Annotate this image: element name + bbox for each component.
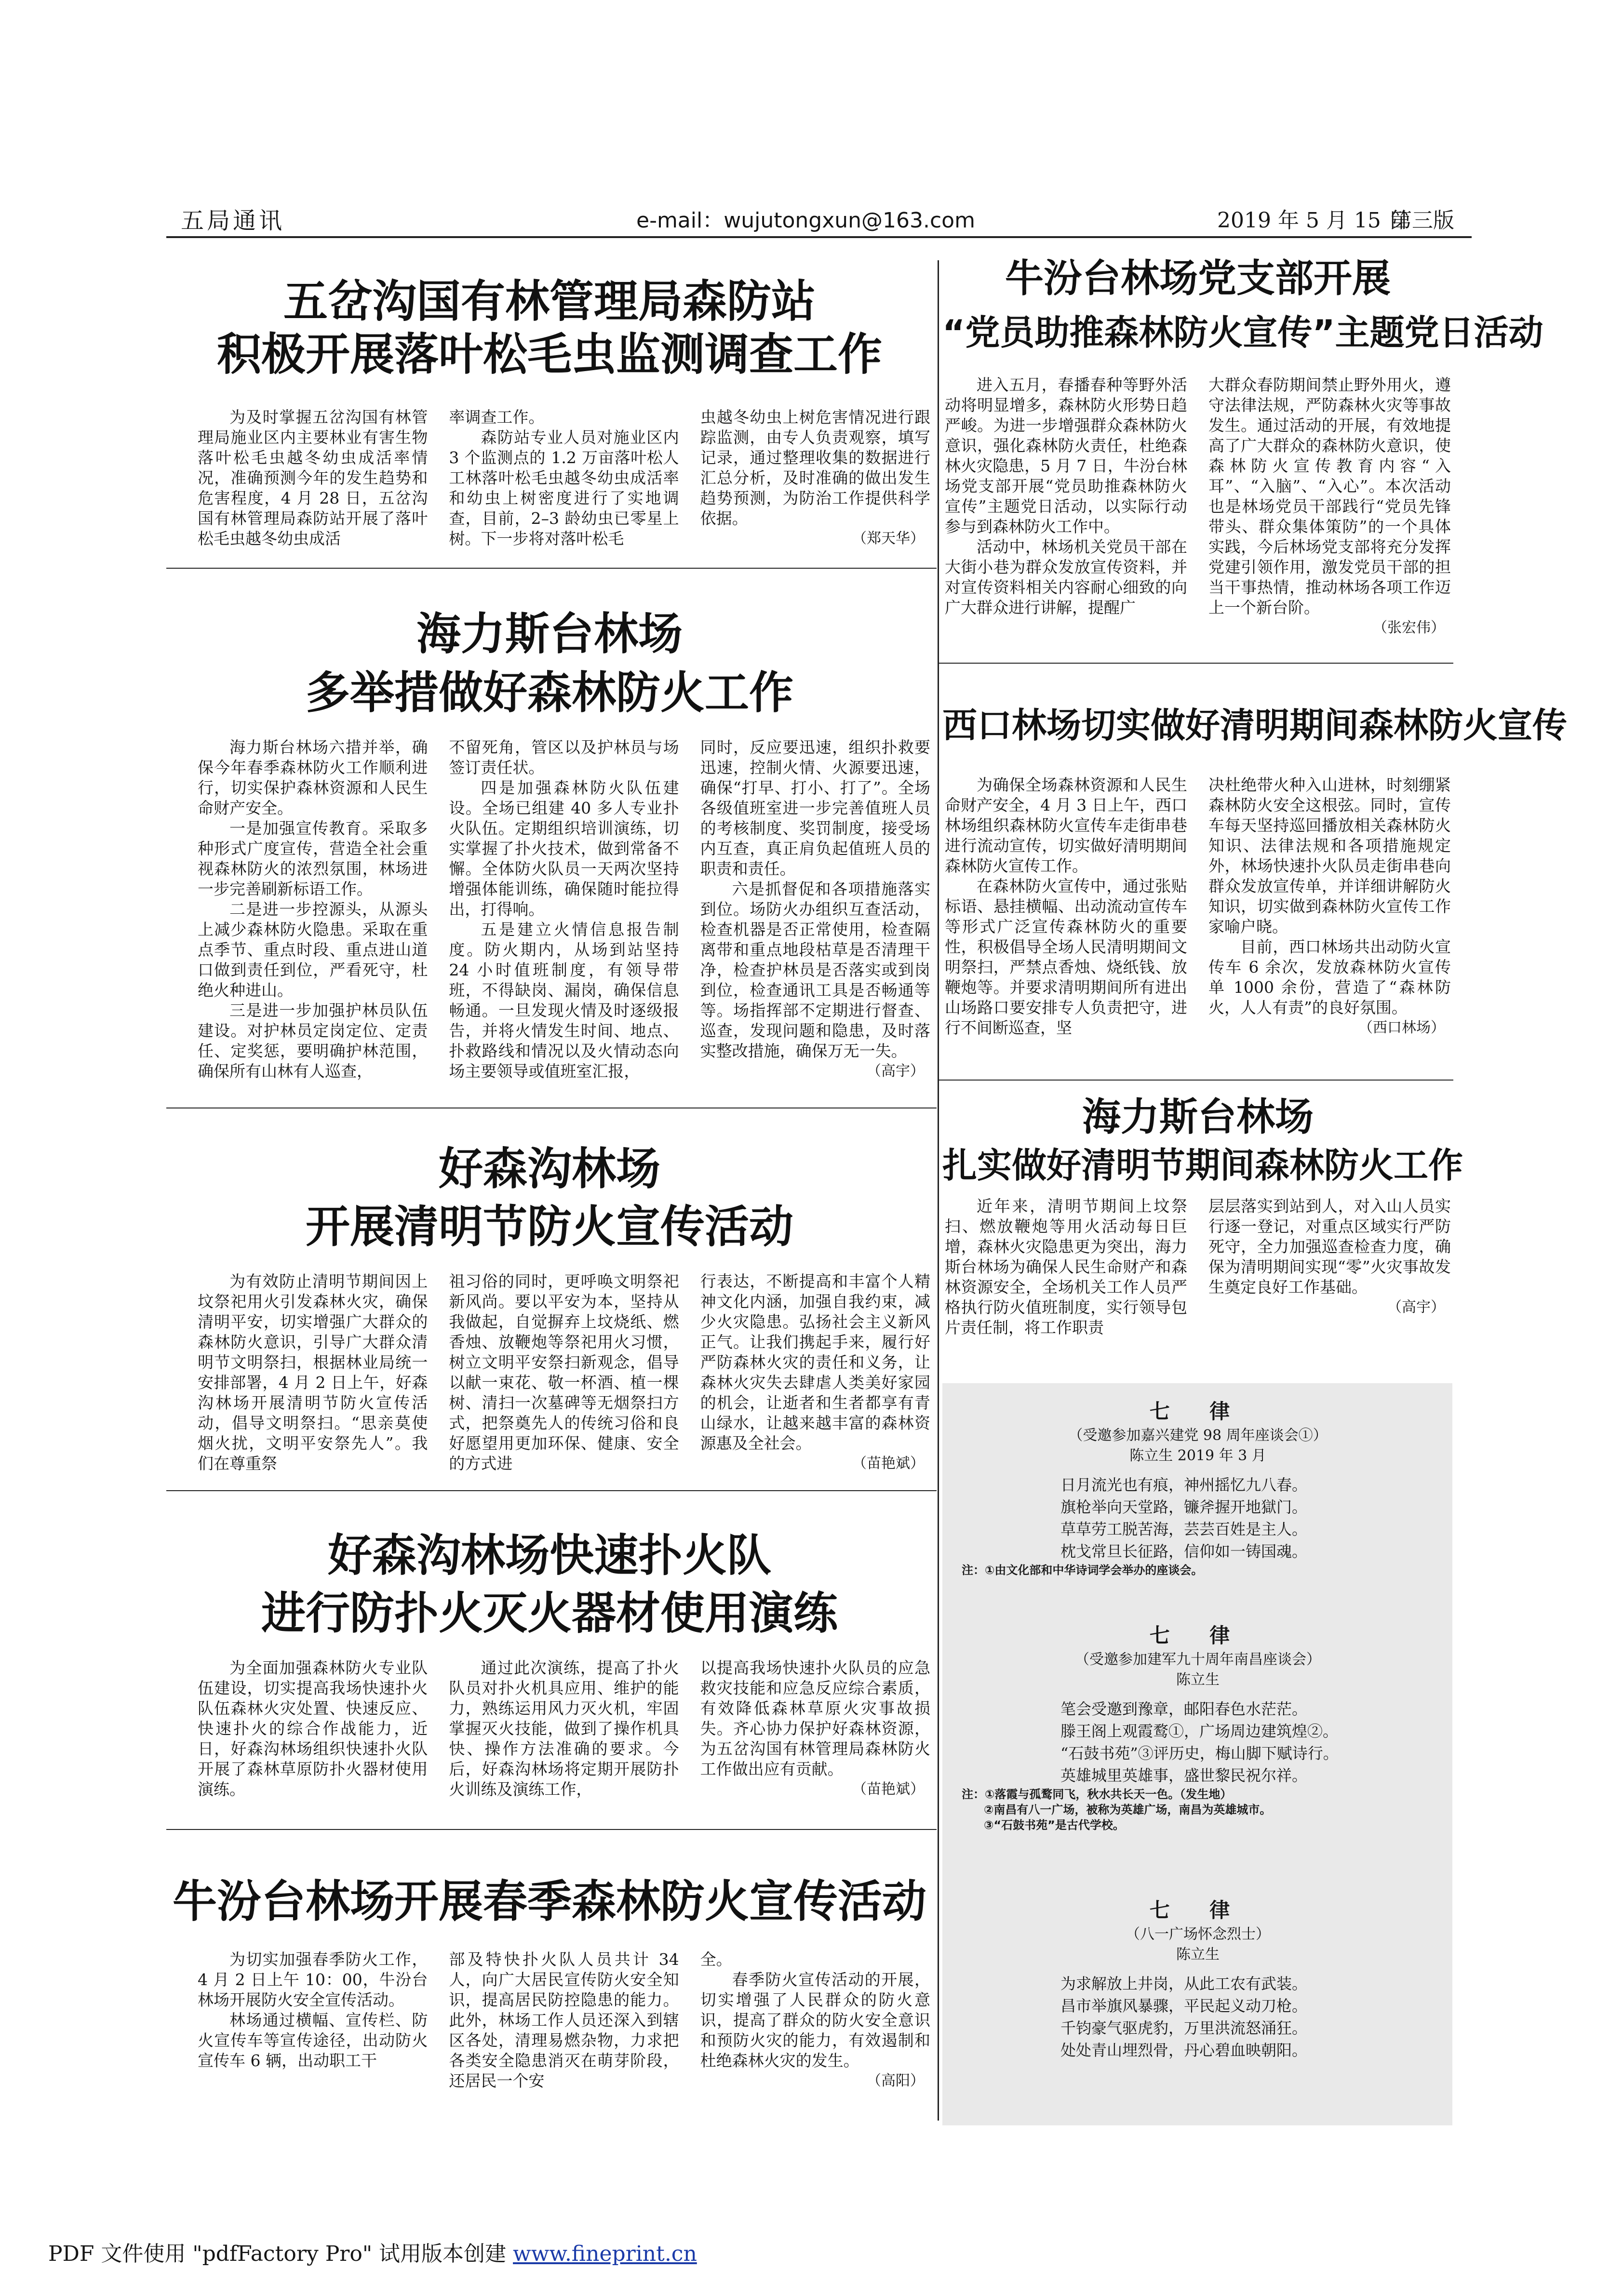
- article2-title-line1: 海力斯台林场: [416, 608, 683, 660]
- article2-byline: （高宇）: [866, 1063, 925, 1080]
- issue-date: 2019 年 5 月 15 日: [1217, 208, 1409, 233]
- poem2-title: 七 律: [1149, 1624, 1247, 1647]
- article3-body: [198, 1271, 930, 1486]
- article6-title-line2: “党员助推森林防火宣传”主题党日活动: [942, 312, 1543, 353]
- article4-col2: 通过此次演练，提高了扑火队员对扑火机具应用、维护的能力，熟练运用风力灭火机，牢固掌握灭火技能，做到了操作机具快、操作方法准确的要求。今后，好森沟林场将定期开展防扑火训练及演练工作，: [449, 1658, 679, 1799]
- poem2-line: 笔会受邀到豫章，邮阳春色水茫茫。: [1060, 1700, 1308, 1718]
- article3-col2: 祖习俗的同时，更呼唤文明祭祀新风尚。要以平安为本，坚持从我做起，自觉摒弃上坟烧纸、燃香烛、放鞭炮等祭祀用火习惯，树立文明平安祭扫新观念，倡导以献一束花、敬一杯酒、植一棵树、清扫一次墓碑等无烟祭扫方式，把祭奠先人的传统习俗和良好愿望用更加环保、健康、安全的方式进: [449, 1272, 679, 1473]
- article5-body: [198, 1949, 930, 2116]
- article2-p9: 六是抓督促和各项措施落实到位。场防火办组织互查活动，检查机器是否正常使用，检查隔离带和重点地段枯草是否清理干净，检查护林员是否落实或到岗到位，检查通讯工具是否畅通等等。场指挥部不定期进行督查、巡查，发现问题和隐患，及时落实整改措施，确保万无一失。: [700, 880, 930, 1060]
- article7-p4: 目前，西口林场共出动防火宣传车 6 余次，发放森林防火宣传单 1000 余份，营造了“森林防火，人人有责”的良好氛围。: [1208, 937, 1451, 1017]
- article7-p2: 在森林防火宣传中，通过张贴标语、悬挂横幅、出动流动宣传车等形式广泛宣传森林防火的重要性，积极倡导全场人民清明期间文明祭扫，严禁点香烛、烧纸钱、放鞭炮等。并要求清明期间所有进出山场路口要安排专人负责把守，进行不间断巡查，坚: [945, 877, 1187, 1037]
- article7-rule: [938, 1080, 1453, 1081]
- article2-p4: 三是进一步加强护林员队伍建设。对护林员定岗定位、定责任、定奖惩，要明确护林范围，确保所有山林有人巡查，: [198, 1001, 428, 1081]
- article1-title-line2: 积极开展落叶松毛虫监测调查工作: [216, 329, 882, 380]
- article4-body: [198, 1658, 930, 1824]
- poem2-line: 滕王阁上观霞鹜①，广场周边建筑煌②。: [1060, 1722, 1339, 1740]
- article6-p2: 活动中，林场机关党员干部在大街小巷为群众发放宣传资料，并对宣传资料相关内容耐心细致的向广大群众进行讲解，提醒广: [945, 537, 1187, 617]
- article2-title-line2: 多举措做好森林防火工作: [305, 667, 793, 719]
- article3-byline: （苗艳斌）: [852, 1455, 925, 1472]
- article4-col3: 以提高我场快速扑火队员的应急救灾技能和应急反应综合素质，有效降低森林草原火灾事故损失。齐心协力保护好森林资源，为五岔沟国有林管理局森林防火工作做出应有贡献。: [700, 1658, 930, 1778]
- article5-p3: 全。: [700, 1950, 732, 1969]
- article3-col1: 为有效防止清明节期间因上坟祭祀用火引发森林火灾，确保清明平安，切实增强广大群众的森林防火意识，引导广大群众清明节文明祭扫，根据林业局统一安排部署，4 月 2 日上午，好森沟林场开展清明节防火宣传活动，倡导文明祭扫。“思亲莫使烟火扰，文明平安祭先人”。我们在尊重祭: [198, 1272, 428, 1473]
- poem1-author: 陈立生 2019 年 3 月: [1129, 1447, 1266, 1464]
- poem1-line: 草草劳工脱苦海，芸芸百姓是主人。: [1060, 1520, 1308, 1538]
- article5-byline: （高阳）: [866, 2072, 925, 2089]
- poem3-author: 陈立生: [1176, 1946, 1220, 1963]
- article8-title-line2: 扎实做好清明节期间森林防火工作: [942, 1145, 1463, 1186]
- poem2-subtitle: （受邀参加建军九十周年南昌座谈会）: [1075, 1651, 1321, 1668]
- poem3-title: 七 律: [1149, 1898, 1247, 1922]
- poem1-subtitle: （受邀参加嘉兴建党 98 周年座谈会①）: [1068, 1427, 1328, 1444]
- article4-title-line2: 进行防扑火灭火器材使用演练: [261, 1588, 838, 1639]
- article3-title-line1: 好森沟林场: [438, 1143, 660, 1195]
- article1-col3: 虫越冬幼虫上树危害情况进行跟踪监测，由专人负责观察，填写记录，通过整理收集的数据进行汇总分析，及时准确的做出发生趋势预测，为防治工作提供科学依据。: [700, 408, 930, 528]
- article4-title-line1: 好森沟林场快速扑火队: [327, 1530, 771, 1581]
- poem-1: [952, 1398, 1444, 1578]
- poem1-note: 注：①由文化部和中华诗词学会举办的座谈会。: [962, 1563, 1203, 1577]
- article1-rule: [166, 568, 937, 569]
- article1-col2b: 森防站专业人员对施业区内 3 个监测点的 1.2 万亩落叶松人工林落叶松毛虫越冬幼虫成活率和幼虫上树密度进行了实地调查，目前，2–3 龄幼虫已零星上树。下一步将对落叶松毛: [449, 428, 679, 548]
- article8-col2: 层层落实到站到人，对入山人员实行逐一登记，对重点区域实行严防死守，全力加强巡查检查力度，确保为清明期间实现“零”火灾事故发生奠定良好工作基础。: [1208, 1197, 1451, 1296]
- poem-2: [952, 1622, 1444, 1833]
- article7-p1: 为确保全场森林资源和人民生命财产安全，4 月 3 日上午，西口林场组织森林防火宣传车走街串巷进行流动宣传，切实做好清明期间森林防火宣传工作。: [945, 775, 1187, 875]
- poem1-line: 日月流光也有痕，神州摇忆九八春。: [1060, 1476, 1308, 1494]
- article2-p7: 五是建立火情信息报告制度。防火期内，从场到站坚持 24 小时值班制度，有领导带班，不得缺岗、漏岗，确保信息畅通。一旦发现火情及时逐级报告，并将火情发生时间、地点、扑救路线和情况以及火情动态向场主要领导或值班室汇报，: [449, 920, 679, 1081]
- article5-title: 牛汾台林场开展春季森林防火宣传活动: [172, 1876, 926, 1927]
- column-divider: [938, 260, 939, 2121]
- article6-byline: （张宏伟）: [1373, 619, 1445, 636]
- article6-p1: 进入五月，春播春种等野外活动将明显增多，森林防火形势日趋严峻。为进一步增强群众森林防火意识，强化森林防火责任，杜绝森林火灾隐患，5 月 7 日，牛汾台林场党支部开展“党员助推森林防火宣传”主题党日活动，以实际行动参与到森林防火工作中。: [945, 375, 1187, 536]
- article7-body: [945, 775, 1451, 1076]
- article5-col2: 部及特快扑火队人员共计 34 人，向广大居民宣传防火安全知识，提高居民防控隐患的能力。此外，林场工作人员还深入到辖区各处，清理易燃杂物，力求把各类安全隐患消灭在萌芽阶段，还居民一个安: [449, 1950, 679, 2090]
- fineprint-link[interactable]: www.fineprint.cn: [513, 2242, 697, 2266]
- article5-p1: 为切实加强春季防火工作，4 月 2 日上午 10：00，牛汾台林场开展防火安全宣传活动。: [198, 1950, 428, 2009]
- article2-p1: 海力斯台林场六措并举，确保今年春季森林防火工作顺利进行，切实保护森林资源和人民生命财产安全。: [198, 738, 428, 817]
- poem3-line: 处处青山埋烈骨，丹心碧血映朝阳。: [1060, 2041, 1308, 2059]
- page-number: 第三版: [1391, 208, 1454, 233]
- article8-byline: （高宇）: [1387, 1299, 1445, 1316]
- article2-p6: 四是加强森林防火队伍建设。全场已组建 40 多人专业扑火队伍。定期组织培训演练，切实掌握了扑火技术，做到常备不懈。全体防火队员一天两次坚持增强体能训练，确保随时能拉得出，打得响。: [449, 778, 679, 919]
- footer-text: PDF 文件使用 "pdfFactory Pro" 试用版本创建: [48, 2242, 513, 2266]
- article3-col3: 行表达，不断提高和丰富个人精神文化内涵，加强自我约束，减少火灾隐患。弘扬社会主义新风正气。让我们携起手来，履行好严防森林火灾的责任和义务，让森林火灾失去肆虐人类美好家园的机会，让逝者和生者都享有青山绿水，让越来越丰富的森林资源惠及全社会。: [700, 1272, 930, 1453]
- article3-title-line2: 开展清明节防火宣传活动: [305, 1201, 793, 1253]
- article7-title: 西口林场切实做好清明期间森林防火宣传: [942, 705, 1568, 746]
- article6-rule: [938, 663, 1453, 664]
- poem2-author: 陈立生: [1176, 1671, 1220, 1688]
- article7-p3: 决杜绝带火种入山进林，时刻绷紧森林防火安全这根弦。同时，宣传车每天坚持巡回播放相关森林防火知识、法律法规和各项措施规定外，林场快速扑火队员走街串巷向群众发放宣传单，并详细讲解防火知识，切实做到森林防火宣传工作家喻户晓。: [1208, 775, 1451, 936]
- paper-name: 五局通讯: [181, 207, 285, 234]
- article1-col2a: 率调查工作。: [449, 408, 545, 427]
- poem2-note: ②南昌有八一广场，被称为英雄广场，南昌为英雄城市。: [984, 1803, 1272, 1816]
- article8-col1: 近年来，清明节期间上坟祭扫、燃放鞭炮等用火活动每日巨增，森林火灾隐患更为突出，海力斯台林场为确保人民生命财产和森林资源安全，全场机关工作人员严格执行防火值班制度，实行领导包片责任制，将工作职责: [945, 1197, 1187, 1337]
- article2-p3: 二是进一步控源头，从源头上减少森林防火隐患。采取在重点季节、重点时段、重点进山道口做到责任到位，严看死守，杜绝火种进山。: [198, 900, 428, 1000]
- article4-rule: [166, 1829, 937, 1830]
- article6-col2: 大群众春防期间禁止野外用火，遵守法律法规，严防森林火灾等事故发生。通过活动的开展，有效地提高了广大群众的森林防火意识，使森林防火宣传教育内容“入耳”、“入脑”、“入心”。本次活动也是林场党员干部践行“党员先锋带头、群众集体策防”的一个具体实践，今后林场党支部将充分发挥党建引领作用，激发党员干部的担当干事热情，推动林场各项工作迈上一个新台阶。: [1208, 375, 1451, 617]
- header-email: e-mail：wujutongxun@163.com: [636, 208, 975, 233]
- article6-body: [945, 375, 1451, 654]
- poem2-line: “石鼓书苑”③评历史，梅山脚下赋诗行。: [1060, 1744, 1339, 1762]
- header-rule: [166, 236, 1472, 238]
- article1-body: [198, 407, 930, 564]
- article1-col1: 为及时掌握五岔沟国有林管理局施业区内主要林业有害生物落叶松毛虫越冬幼虫成活率情况，准确预测今年的发生趋势和危害程度，4 月 28 日，五岔沟国有林管理局森防站开展了落叶松毛虫越冬幼虫成活: [198, 408, 428, 548]
- article2-p5: 不留死角，管区以及护林员与场签订责任状。: [449, 738, 679, 777]
- poem3-line: 为求解放上井岗，从此工农有武装。: [1060, 1975, 1308, 1993]
- pdf-footer: [48, 2236, 697, 2267]
- article8-body: [945, 1196, 1451, 1358]
- article3-rule: [166, 1490, 937, 1491]
- poem3-line: 昌市举旗风暴骤，平民起义动刀枪。: [1060, 1997, 1308, 2015]
- article7-byline: （西口林场）: [1358, 1019, 1445, 1036]
- poem1-line: 旗枪举向天堂路，镰斧握开地獄门。: [1060, 1498, 1308, 1516]
- poem-3: [952, 1896, 1444, 2061]
- poem2-note: 注：①落霞与孤鹜同飞，秋水共长天一色。（发生地）: [962, 1788, 1232, 1801]
- article2-body: [198, 737, 930, 1104]
- poem2-note: ③“石鼓书苑”是古代学校。: [984, 1818, 1125, 1832]
- poem3-line: 千钧豪气驱虎豹，万里洪流怒涌狂。: [1060, 2019, 1308, 2037]
- poem1-title: 七 律: [1149, 1400, 1247, 1423]
- article6-title-line1: 牛汾台林场党支部开展: [1005, 256, 1391, 301]
- article5-p4: 春季防火宣传活动的开展，切实增强了人民群众的防火意识，提高了群众的防火安全意识和预防火灾的能力，有效遏制和杜绝森林火灾的发生。: [700, 1970, 930, 2070]
- article2-p2: 一是加强宣传教育。采取多种形式广度宣传，营造全社会重视森林防火的浓烈氛围，林场进一步完善刷新标语工作。: [198, 819, 428, 898]
- article1-byline: （郑天华）: [852, 530, 925, 547]
- article4-byline: （苗艳斌）: [852, 1781, 925, 1798]
- article5-p2: 林场通过横幅、宣传栏、防火宣传车等宣传途径，出动防火宣传车 6 辆，出动职工干: [198, 2011, 428, 2070]
- article4-col1: 为全面加强森林防火专业队伍建设，切实提高我场快速扑火队伍森林火灾处置、快速反应、快速扑火的综合作战能力，近日，好森沟林场组织快速扑火队开展了森林草原防扑火器材使用演练。: [198, 1658, 428, 1799]
- article2-p8: 同时，反应要迅速，组织扑救要迅速，控制火情、火源要迅速，确保“打早、打小、打了”。全场各级值班室进一步完善值班人员的考核制度、奖罚制度，接受场内互查，真正肩负起值班人员的职责和责任。: [700, 738, 930, 878]
- poem1-line: 枕戈常旦长征路，信仰如一铸国魂。: [1060, 1542, 1308, 1561]
- poem3-subtitle: （八一广场怀念烈士）: [1126, 1926, 1270, 1943]
- article1-title-line1: 五岔沟国有林管理局森防站: [283, 276, 816, 327]
- article8-title-line1: 海力斯台林场: [1082, 1095, 1314, 1139]
- poem2-line: 英雄城里英雄事，盛世黎民祝尔祥。: [1060, 1766, 1308, 1785]
